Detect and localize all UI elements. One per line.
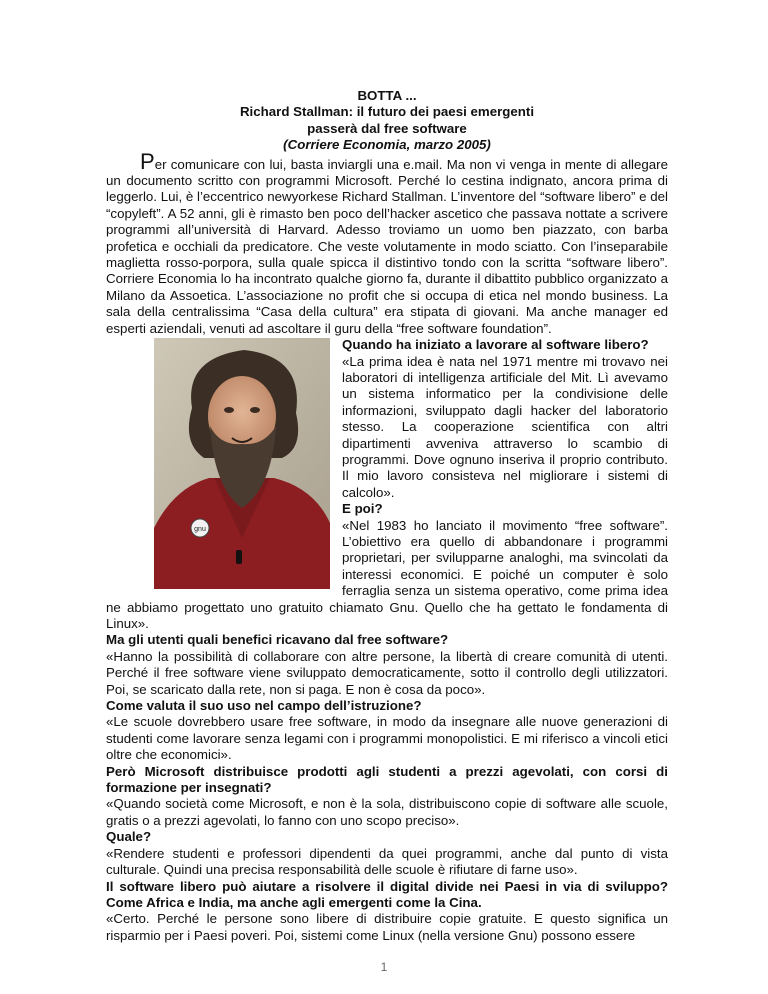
question-7: Il software libero può aiutare a risolvere il digital divide nei Paesi in via di sviluppo? Come Africa e India, ma anche agli emergenti come la Cina.	[106, 878, 668, 910]
question-1: Quando ha iniziato a lavorare al software libero?	[342, 337, 649, 353]
header-kicker: BOTTA ...	[357, 88, 417, 103]
question-6: Quale?	[106, 829, 152, 845]
question-4: Come valuta il suo uso nel campo dell’istruzione?	[106, 698, 422, 714]
document-page	[106, 88, 668, 944]
answer-5: «Quando società come Microsoft, e non è la sola, distribuiscono copie di software alle scuole, gratis o a prezzi agevolati, lo fanno con uno scopo preciso».	[106, 796, 668, 828]
page-number: 1	[380, 960, 388, 974]
intro-text: er comunicare con lui, basta inviargli una e.mail. Ma non vi venga in mente di allegare un documento scritto con programmi Microsoft. Perché lo cestina indignato, ancora prima di leggerlo. Lui, è l’eccentrico newyorkese Richard Stallman. L’inventore del “software libero” e del “copyleft”. A 52 anni, gli è rimasto ben poco dell’hacker ascetico che passava nottate a scrivere programmi all’università di Harvard. Adesso troviamo un uomo ben piazzato, con barba profetica e occhiali da predicatore. Che veste volutamente in modo sciatto. Con l’inseparabile maglietta rosso-porpora, sulla quale spicca il distintivo tondo con la scritta “software libero”. Corriere Economia lo ha incontrato qualche giorno fa, durante il dibattito pubblico organizzato a Milano da Assoetica. L’associazione no profit che si occupa di etica nel mondo business. La sala della centralissima “Casa della cultura” era stipata di giovani. Ma anche manager ed esperti aziendali, venuti ad ascoltare il guru della “free software foundation”.	[106, 156, 668, 336]
photo-section	[106, 337, 668, 632]
question-2: E poi?	[342, 501, 383, 517]
question-3: Ma gli utenti quali benefici ricavano dal free software?	[106, 632, 449, 648]
article-source: (Corriere Economia, marzo 2005)	[283, 137, 491, 153]
dropcap: P	[140, 148, 155, 174]
portrait-photo	[154, 338, 330, 589]
answer-4: «Le scuole dovrebbero usare free software, in modo da insegnare alle nuove generazioni di studenti come lavorare senza legami con i programmi monopolistici. E mi riferisco a vincoli etici oltre che economici».	[106, 714, 668, 763]
badge-text: gnu	[194, 526, 206, 534]
answer-7: «Certo. Perché le persone sono libere di distribuire copie gratuite. E questo significa un risparmio per i Paesi poveri. Poi, sistemi come Linux (nella versione Gnu) possono essere	[106, 911, 668, 943]
intro-paragraph	[106, 148, 668, 337]
article-header	[106, 88, 668, 154]
question-5: Però Microsoft distribuisce prodotti agli studenti a prezzi agevolati, con corsi di formazione per insegnati?	[106, 763, 668, 796]
answer-1: «La prima idea è nata nel 1971 mentre mi trovavo nei laboratori di intelligenza artificiale del Mit. Lì avevamo un sistema informatico per la condivisione delle informazioni, sviluppato dagli hacker del laboratorio stesso. La cooperazione scientifica con altri dipartimenti avveniva attraverso lo scambio di programmi. Dove ognuno inseriva il proprio contributo. Il mio lavoro consisteva nel migliorare i sistemi di calcolo».	[342, 353, 668, 500]
article-title-cont: passerà dal free software	[307, 120, 467, 136]
answer-3: «Hanno la possibilità di collaborare con altre persone, la libertà di creare comunità di utenti. Perché il free software viene sviluppato democraticamente, sotto il controllo degli utilizzatori. Poi, se scaricato dalla rete, non si paga. E non è cosa da poco».	[106, 648, 668, 697]
answer-6: «Rendere studenti e professori dipendenti da quei programmi, anche dal punto di vista culturale. Quindi una precisa responsabilità delle scuole è rifiutare di farne uso».	[106, 845, 668, 878]
answer-2: «Nel 1983 ho lanciato il movimento “free software”. L’obiettivo era quello di abbandonare i programmi proprietari, per svilupparne analoghi, ma svincolati da interessi economici. E poiché un computer è solo ferraglia senza un sistema operativo, come prima idea ne abbiamo progettato uno gratuito chiamato Gnu. Quello che ha gettato le fondamenta di Linux».	[106, 517, 668, 631]
article-title: Richard Stallman: il futuro dei paesi emergenti	[239, 104, 535, 120]
portrait-illustration	[154, 338, 330, 589]
